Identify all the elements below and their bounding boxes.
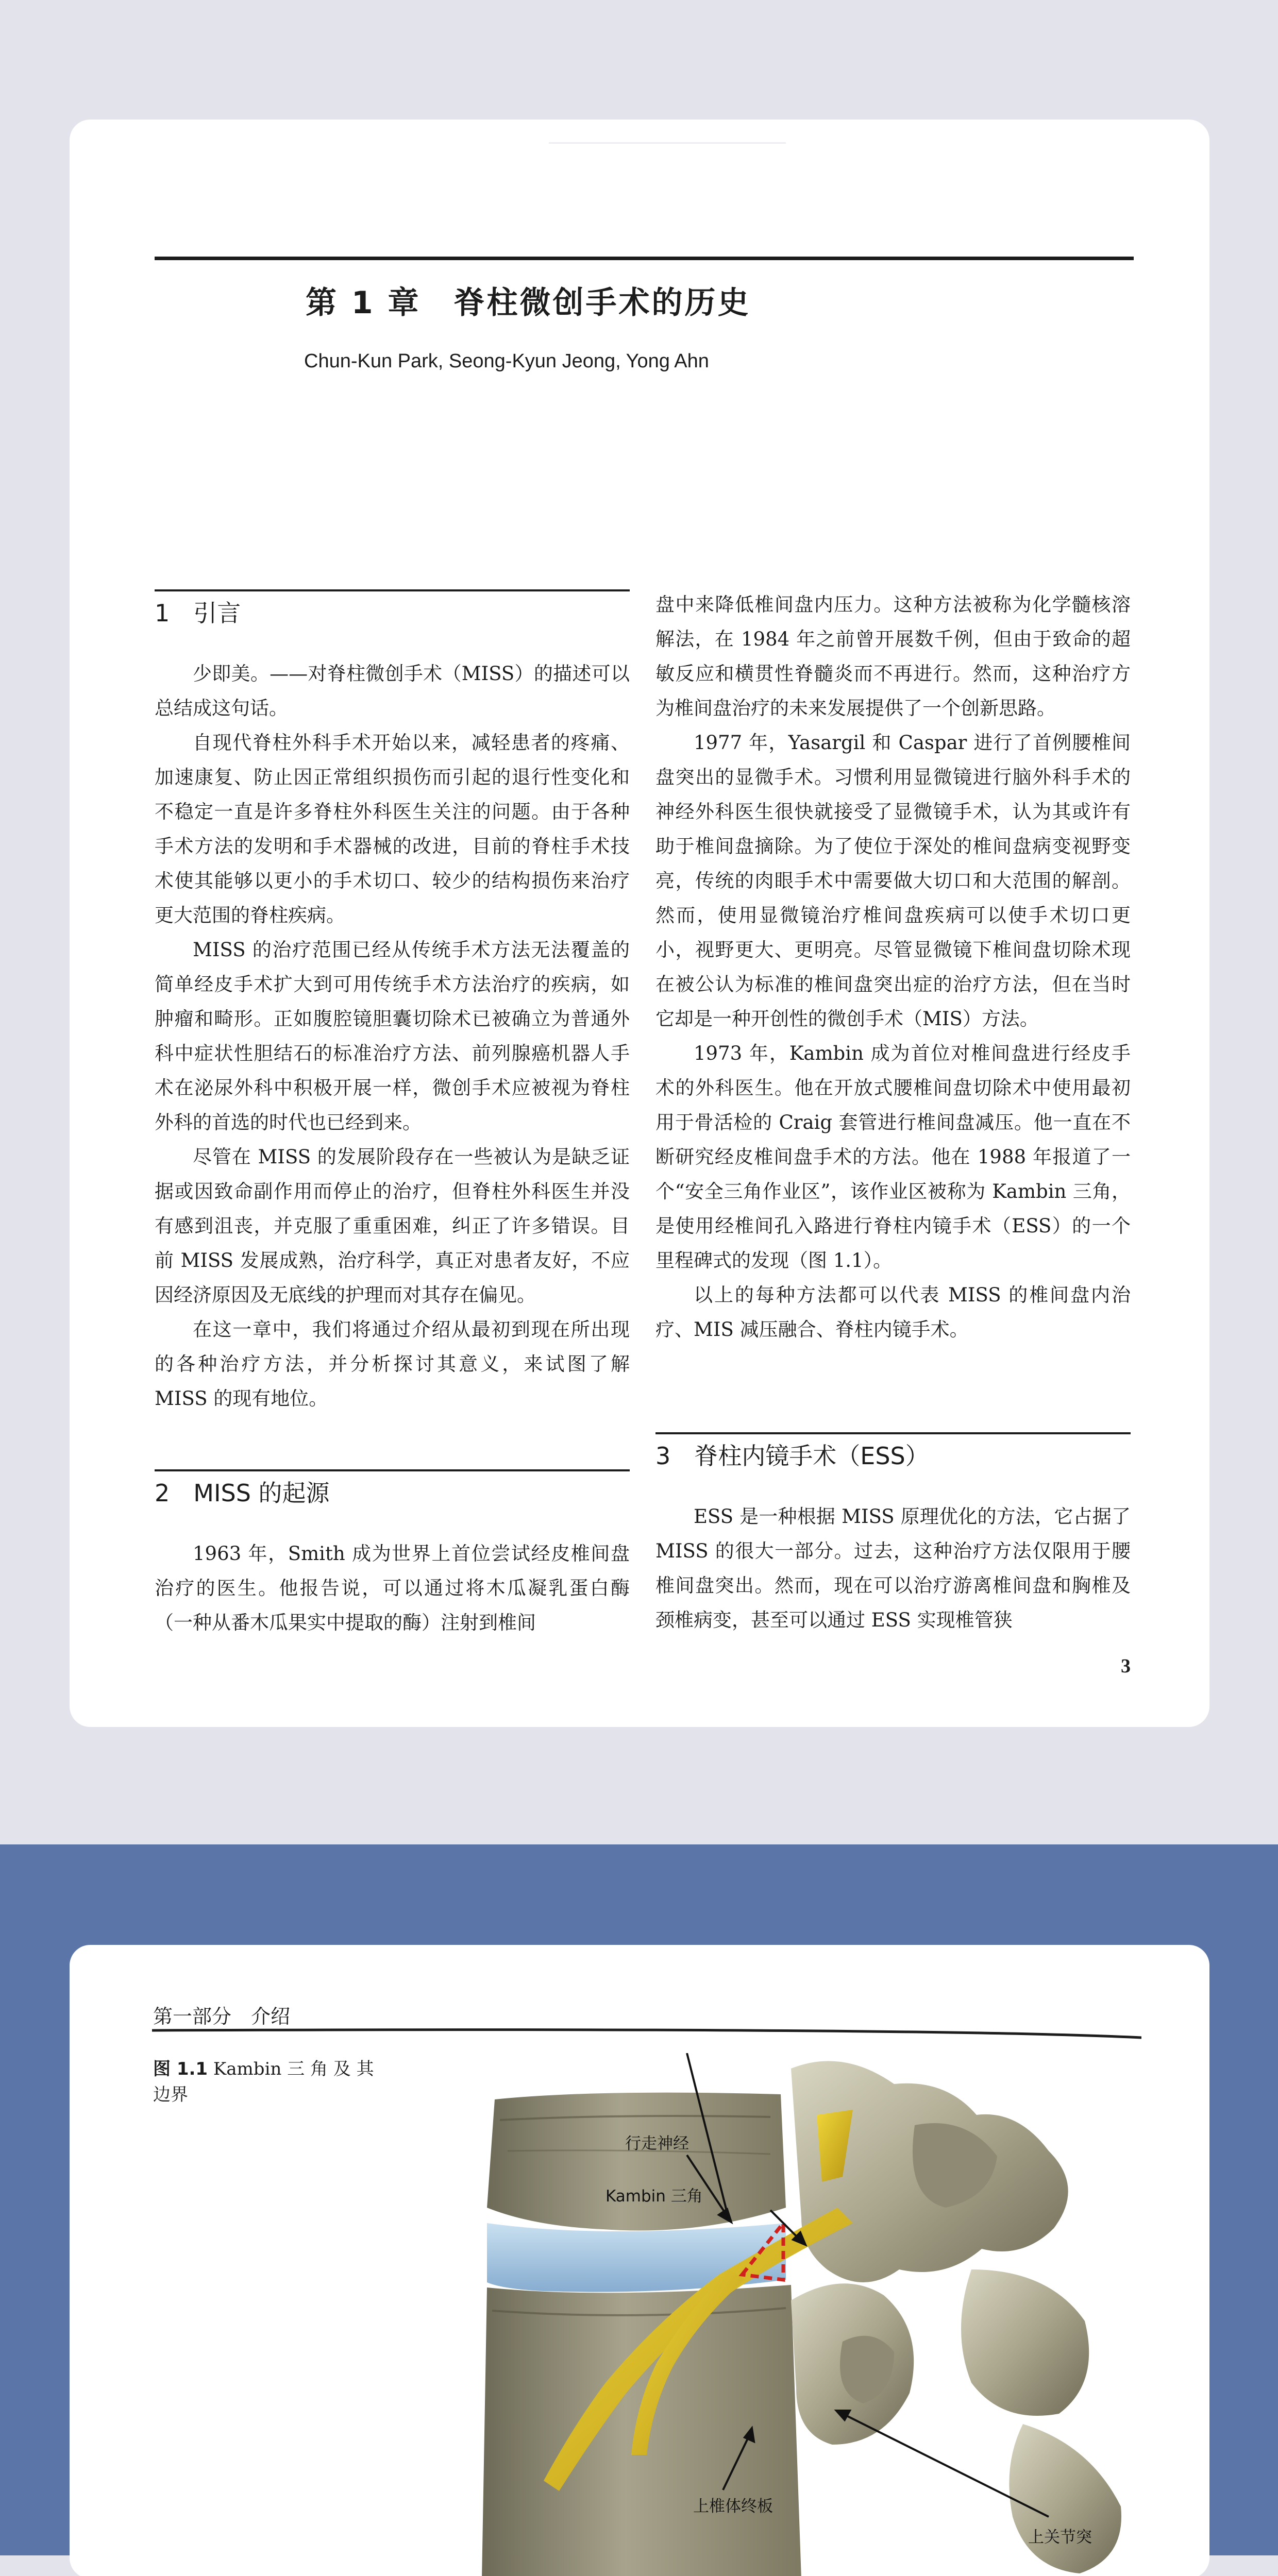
paragraph: 在这一章中，我们将通过介绍从最初到现在所出现的各种治疗方法，并分析探讨其意义，来试图了解 MISS 的现有地位。 [155,1318,630,1410]
section2-body-left [155,1536,630,1640]
paragraph: 少即美。——对脊柱微创手术（MISS）的描述可以总结成这句话。 [155,663,630,719]
label-facet: 上关节突 [1028,2528,1092,2547]
running-head: 第一部分 介绍 [153,2005,291,2028]
paragraph: 以上的每种方法都可以代表 MISS 的椎间盘内治疗、MIS 减压融合、脊柱内镜手术。 [655,1284,1131,1341]
label-kambin-triangle: Kambin 三角 [606,2187,703,2206]
page-card-1 [70,120,1209,1727]
running-head-rule [152,2022,1141,2043]
section2-rule [155,1469,630,1471]
top-faint-mark [549,142,786,144]
upper-vertebral-body [487,2093,786,2231]
figure-caption-label: 图 1.1 [153,2059,208,2079]
label-nerve: 行走神经 [625,2134,689,2153]
chapter-top-rule [155,257,1134,260]
paragraph: 1973 年，Kambin 成为首位对椎间盘进行经皮手术的外科医生。他在开放式腰椎间盘切除术中使用最初用于骨活检的 Craig 套管进行椎间盘减压。他一直在不断研究经皮椎间盘手术的方法。他在 1988 年报道了一个“安全三角作业区”，该作业区被称为 Kambin 三角，是使用经椎间孔入路进行脊柱内镜手术（ESS）的一个里程碑式的发现（图 1.1）。 [655,1042,1131,1272]
chapter-title: 第 1 章 脊柱微创手术的历史 [306,285,751,321]
section3-rule [655,1432,1131,1434]
spine-illustration [389,2053,1193,2576]
label-endplate: 上椎体终板 [693,2497,773,2516]
section1-heading: 1 引言 [155,599,241,627]
paragraph: ESS 是一种根据 MISS 原理优化的方法，它占据了 MISS 的很大一部分。过去，这种治疗方法仅限用于腰椎间盘突出。然而，现在可以治疗游离椎间盘和胸椎及颈椎病变，甚至可以通过 ESS 实现椎管狭 [655,1505,1131,1631]
figure-caption [153,2056,395,2108]
paragraph: 自现代脊柱外科手术开始以来，减轻患者的疼痛、加速康复、防止因正常组织损伤而引起的退行性变化和不稳定一直是许多脊柱外科医生关注的问题。由于各种手术方法的发明和手术器械的改进，目前的脊柱手术技术使其能够以更小的手术切口、较少的结构损伤来治疗更大范围的脊柱疾病。 [155,732,630,926]
paragraph: 1977 年，Yasargil 和 Caspar 进行了首例腰椎间盘突出的显微手术。习惯利用显微镜进行脑外科手术的神经外科医生很快就接受了显微镜手术，认为其或许有助于椎间盘摘除。为了使位于深处的椎间盘病变视野变亮，传统的肉眼手术中需要做大切口和大范围的解剖。然而，使用显微镜治疗椎间盘疾病可以使手术切口更小，视野更大、更明亮。尽管显微镜下椎间盘切除术现在被公认为标准的椎间盘突出症的治疗方法，但在当时它却是一种开创性的微创手术（MIS）方法。 [655,732,1131,1030]
section3-heading: 3 脊柱内镜手术（ESS） [655,1442,929,1470]
paragraph: 1963 年，Smith 成为世界上首位尝试经皮椎间盘治疗的医生。他报告说，可以通过将木瓜凝乳蛋白酶（一种从番木瓜果实中提取的酶）注射到椎间 [155,1543,630,1634]
paragraph-continuation: 盘中来降低椎间盘内压力。这种方法被称为化学髓核溶解法，在 1984 年之前曾开展数千例，但由于致命的超敏反应和横贯性脊髓炎而不再进行。然而，这种治疗方为椎间盘治疗的未来发展提供了一个创新思路。 [655,594,1131,719]
section3-body [655,1499,1131,1637]
section2-body-right [655,587,1131,1347]
figure-caption-text: Kambin 三 角 及 其 边界 [153,2059,374,2105]
page-number: 3 [1121,1655,1131,1677]
chapter-authors: Chun-Kun Park, Seong-Kyun Jeong, Yong Ahn [304,350,709,372]
section2-heading: 2 MISS 的起源 [155,1479,330,1507]
paragraph: 尽管在 MISS 的发展阶段存在一些被认为是缺乏证据或因致命副作用而停止的治疗，但脊柱外科医生并没有感到沮丧，并克服了重重困难，纠正了许多错误。目前 MISS 发展成熟，治疗科学，真正对患者友好，不应因经济原因及无底线的护理而对其存在偏见。 [155,1146,630,1306]
section1-rule [155,589,630,591]
page-card-2 [70,1945,1209,2576]
section1-body [155,656,630,1416]
paragraph: MISS 的治疗范围已经从传统手术方法无法覆盖的简单经皮手术扩大到可用传统手术方法治疗的疾病，如肿瘤和畸形。正如腹腔镜胆囊切除术已被确立为普通外科中症状性胆结石的标准治疗方法、前列腺癌机器人手术在泌尿外科中积极开展一样，微创手术应被视为脊柱外科的首选的时代也已经到来。 [155,939,630,1133]
